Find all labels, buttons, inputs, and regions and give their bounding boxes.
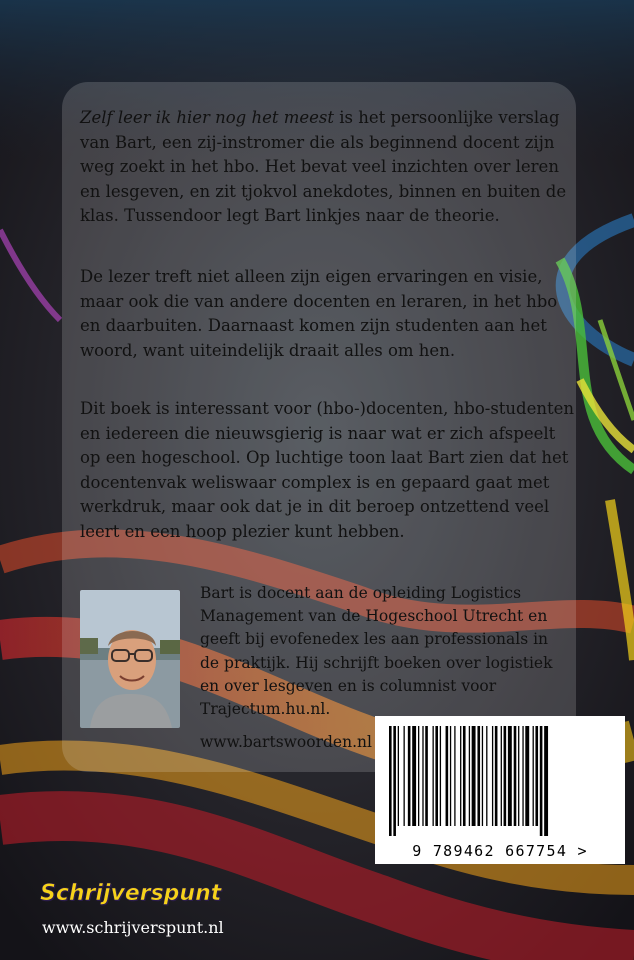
barcode-bar <box>422 726 423 826</box>
barcode-bar <box>522 726 523 826</box>
barcode-bar <box>495 726 498 826</box>
publisher-url[interactable]: www.schrijverspunt.nl <box>42 918 224 937</box>
barcode-bar <box>540 726 543 836</box>
barcode-bar <box>418 726 419 826</box>
blurb-paragraph-3: Dit boek is interessant voor (hbo-)docenten, hbo-studenten en iedereen die nieuwsgierig is naar wat er zich afspeelt op een hogeschool. Op luchtige toon laat Bart zien dat het docentenvak weliswaar complex is en gepaard gaat met werkdruk, maar ook dat je in dit beroep ontzettend veel leert en een hoop plezier kunt hebben. <box>80 399 575 541</box>
barcode-bar <box>472 726 476 826</box>
barcode-bar <box>518 726 519 826</box>
author-website[interactable]: www.bartswoorden.nl <box>200 733 372 751</box>
author-photo <box>80 590 180 728</box>
isbn-barcode <box>375 716 625 864</box>
barcode-bar <box>450 726 451 826</box>
blurb-paragraph-1 <box>80 106 580 229</box>
barcode-bar <box>544 726 548 836</box>
blurb-paragraph-1-text: is het persoonlijke verslag van Bart, een zij-instromer die als beginnend docent zijn weg zoekt in het hbo. Het bevat veel inzichten over leren en lesgeven, en zit tjokvol anekdotes, binnen en buiten de klas. Tussendoor legt Bart linkjes naar de theorie. <box>80 108 567 225</box>
barcode-bar <box>433 726 434 826</box>
barcode-bar <box>469 726 470 826</box>
barcode-bar <box>454 726 455 826</box>
barcode-bar <box>440 726 441 826</box>
barcode-bar <box>425 726 428 826</box>
barcode-bar <box>435 726 438 826</box>
book-title-italic: Zelf leer ik hier nog het meest <box>80 108 335 127</box>
barcode-bar <box>486 726 487 826</box>
barcode-bar <box>525 726 529 826</box>
barcode-bar <box>504 726 507 826</box>
author-bio: Bart is docent aan de opleiding Logistics Management van de Hogeschool Utrecht en geeft bij evofenedex les aan professionals in de praktijk. Hij schrijft boeken over logistiek en over lesgeven en is columnist voor Trajectum.hu.nl. <box>200 584 553 719</box>
barcode-bar <box>482 726 483 826</box>
barcode-bar <box>446 726 449 826</box>
barcode-bar <box>412 726 416 826</box>
barcode-bar <box>389 726 392 836</box>
blurb-paragraph-2: De lezer treft niet alleen zijn eigen ervaringen en visie, maar ook die van andere docenten en leraren, in het hbo en daarbuiten. Daarnaast komen zijn studenten aan het woord, want uiteindelijk draait alles om hen. <box>80 267 558 360</box>
barcode-bar <box>533 726 534 826</box>
barcode-bar <box>460 726 461 826</box>
barcode-bar <box>508 726 512 826</box>
barcode-bar <box>393 726 396 836</box>
barcode-bar <box>404 726 405 826</box>
barcode-bar <box>408 726 411 826</box>
publisher-logo-text: Schrijverspunt <box>40 880 222 906</box>
barcode-bar <box>514 726 517 826</box>
barcode-bar <box>501 726 502 826</box>
publisher-logo <box>40 876 221 910</box>
isbn-number: 9 789462 667754 > <box>412 842 588 860</box>
barcode-bars-graphic <box>375 716 625 836</box>
barcode-bar <box>477 726 480 826</box>
barcode-bar <box>398 726 399 826</box>
barcode-bar <box>535 726 538 826</box>
barcode-bar <box>463 726 466 826</box>
barcode-bar <box>492 726 493 826</box>
